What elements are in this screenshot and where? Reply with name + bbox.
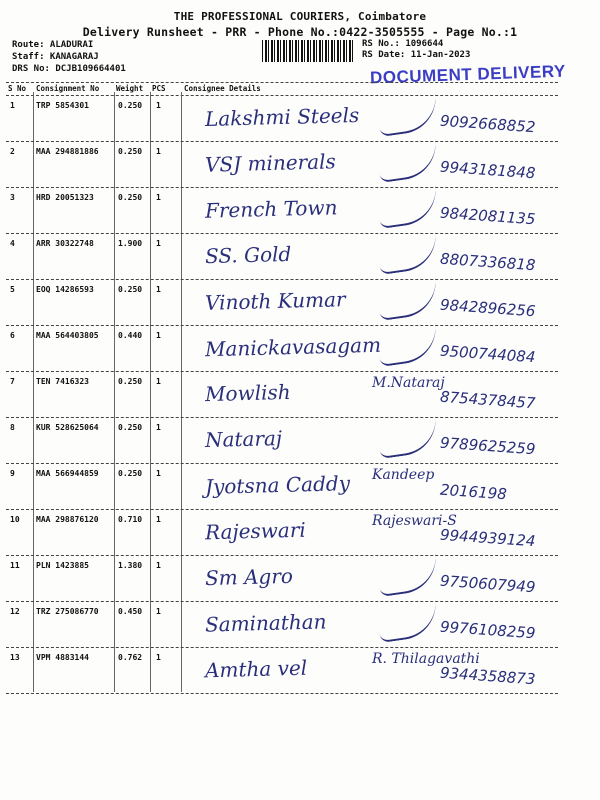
consignee-name: Vinoth Kumar	[204, 287, 346, 315]
serial-number: 5	[10, 285, 15, 294]
receiver-phone: 9789625259	[439, 433, 536, 459]
table-row	[0, 649, 600, 695]
receiver-phone: 9842896256	[439, 295, 536, 321]
serial-number: 7	[10, 377, 15, 386]
runsheet-subtitle: Delivery Runsheet - PRR - Phone No.:0422-3505555 - Page No.:1	[82, 25, 518, 39]
row-separator	[6, 279, 558, 280]
signature-scribble	[376, 231, 440, 275]
pcs-value: 1	[156, 561, 161, 570]
col-header-weight: Weight	[116, 84, 144, 93]
receiver-phone: 9944939124	[439, 525, 536, 551]
table-row	[0, 235, 600, 281]
table-row	[0, 281, 600, 327]
pcs-value: 1	[156, 147, 161, 156]
barcode-image	[262, 40, 354, 62]
weight-value: 0.250	[118, 193, 143, 202]
drs-number: DRS No: DCJB109664401	[12, 64, 126, 74]
pcs-value: 1	[156, 377, 161, 386]
rs-date: RS Date: 11-Jan-2023	[362, 50, 471, 60]
table-row	[0, 465, 600, 511]
receiver-phone: 2016198	[439, 480, 508, 504]
row-separator	[6, 693, 558, 694]
row-separator	[6, 601, 558, 602]
table-row	[0, 327, 600, 373]
col-header-pcs: PCS	[152, 84, 166, 93]
consignment-number: MAA 294881886	[36, 147, 99, 156]
signature-scribble	[376, 599, 440, 643]
signature-scribble	[376, 139, 440, 183]
signature-scribble	[376, 185, 440, 229]
consignment-number: MAA 298876120	[36, 515, 99, 524]
receiver-phone: 9750607949	[439, 571, 536, 597]
consignee-name: Jyotsna Caddy	[204, 471, 351, 499]
weight-value: 1.380	[118, 561, 143, 570]
table-row	[0, 511, 600, 557]
table-row	[0, 419, 600, 465]
consignee-name: Mowlish	[204, 379, 291, 407]
consignment-number: KUR 528625064	[36, 423, 99, 432]
weight-value: 0.250	[118, 469, 143, 478]
pcs-value: 1	[156, 193, 161, 202]
consignee-name: Saminathan	[204, 609, 327, 637]
weight-value: 1.900	[118, 239, 143, 248]
serial-number: 6	[10, 331, 15, 340]
serial-number: 11	[10, 561, 20, 570]
table-row	[0, 97, 600, 143]
consignee-name: Lakshmi Steels	[204, 102, 360, 132]
signature-scribble	[376, 415, 440, 459]
consignee-name: VSJ minerals	[204, 149, 337, 177]
header-rule-bottom	[6, 95, 558, 96]
pcs-value: 1	[156, 239, 161, 248]
header-rule-top	[6, 82, 558, 83]
signature-scribble	[376, 553, 440, 597]
consignee-name: French Town	[204, 195, 338, 223]
table-row	[0, 603, 600, 649]
consignment-number: TRP 5854301	[36, 101, 89, 110]
weight-value: 0.250	[118, 377, 143, 386]
col-header-consignee: Consignee Details	[184, 84, 261, 93]
weight-value: 0.762	[118, 653, 143, 662]
row-separator	[6, 647, 558, 648]
table-row	[0, 189, 600, 235]
pcs-value: 1	[156, 515, 161, 524]
serial-number: 2	[10, 147, 15, 156]
consignment-number: ARR 30322748	[36, 239, 94, 248]
receiver-phone: 9092668852	[439, 111, 536, 137]
row-separator	[6, 187, 558, 188]
consignee-name: Manickavasagam	[204, 332, 382, 362]
consignment-number: HRD 20051323	[36, 193, 94, 202]
receiver-signature-text: Kandeep	[372, 467, 435, 483]
serial-number: 1	[10, 101, 15, 110]
receiver-phone: 9500744084	[439, 341, 536, 367]
weight-value: 0.450	[118, 607, 143, 616]
receiver-signature-text: M.Nataraj	[372, 375, 445, 391]
consignee-name: SS. Gold	[204, 241, 292, 269]
receiver-phone: 8807336818	[439, 249, 536, 275]
consignment-number: EOQ 14286593	[36, 285, 94, 294]
consignment-number: TRZ 275086770	[36, 607, 99, 616]
serial-number: 10	[10, 515, 20, 524]
serial-number: 4	[10, 239, 15, 248]
weight-value: 0.250	[118, 285, 143, 294]
consignment-number: VPM 4883144	[36, 653, 89, 662]
table-row	[0, 143, 600, 189]
consignment-number: MAA 564403805	[36, 331, 99, 340]
pcs-value: 1	[156, 331, 161, 340]
receiver-signature-text: R. Thilagavathi	[372, 651, 480, 667]
consignee-name: Amtha vel	[204, 655, 308, 683]
route-label: Route: ALADURAI	[12, 40, 94, 50]
consignment-number: MAA 566944859	[36, 469, 99, 478]
rs-number: RS No.: 1096644	[362, 39, 444, 49]
row-separator	[6, 141, 558, 142]
signature-scribble	[376, 93, 440, 137]
weight-value: 0.250	[118, 101, 143, 110]
col-header-sno: S No	[8, 84, 27, 93]
weight-value: 0.440	[118, 331, 143, 340]
runsheet-company-title: THE PROFESSIONAL COURIERS, Coimbatore	[173, 10, 427, 23]
staff-label: Staff: KANAGARAJ	[12, 52, 99, 62]
receiver-phone: 9943181848	[439, 157, 536, 183]
row-separator	[6, 233, 558, 234]
serial-number: 12	[10, 607, 20, 616]
signature-scribble	[376, 323, 440, 367]
pcs-value: 1	[156, 653, 161, 662]
receiver-phone: 9842081135	[439, 203, 536, 229]
weight-value: 0.710	[118, 515, 143, 524]
receiver-signature-text: Rajeswari-S	[372, 513, 457, 529]
consignment-number: TEN 7416323	[36, 377, 89, 386]
row-separator	[6, 371, 558, 372]
row-separator	[6, 417, 558, 418]
row-separator	[6, 555, 558, 556]
pcs-value: 1	[156, 469, 161, 478]
serial-number: 3	[10, 193, 15, 202]
weight-value: 0.250	[118, 147, 143, 156]
consignee-name: Sm Agro	[204, 563, 294, 591]
signature-scribble	[376, 277, 440, 321]
weight-value: 0.250	[118, 423, 143, 432]
receiver-phone: 9344358873	[439, 663, 536, 689]
row-separator	[6, 325, 558, 326]
receiver-phone: 9976108259	[439, 617, 536, 643]
pcs-value: 1	[156, 607, 161, 616]
col-header-consignment: Consignment No	[36, 84, 100, 93]
pcs-value: 1	[156, 285, 161, 294]
consignee-name: Nataraj	[204, 425, 283, 453]
serial-number: 13	[10, 653, 20, 662]
consignee-name: Rajeswari	[204, 517, 307, 545]
table-row	[0, 373, 600, 419]
pcs-value: 1	[156, 423, 161, 432]
table-row	[0, 557, 600, 603]
consignment-number: PLN 1423885	[36, 561, 89, 570]
row-separator	[6, 509, 558, 510]
receiver-phone: 8754378457	[439, 387, 536, 413]
document-delivery-stamp: DOCUMENT DELIVERY	[369, 61, 567, 88]
serial-number: 8	[10, 423, 15, 432]
pcs-value: 1	[156, 101, 161, 110]
row-separator	[6, 463, 558, 464]
serial-number: 9	[10, 469, 15, 478]
